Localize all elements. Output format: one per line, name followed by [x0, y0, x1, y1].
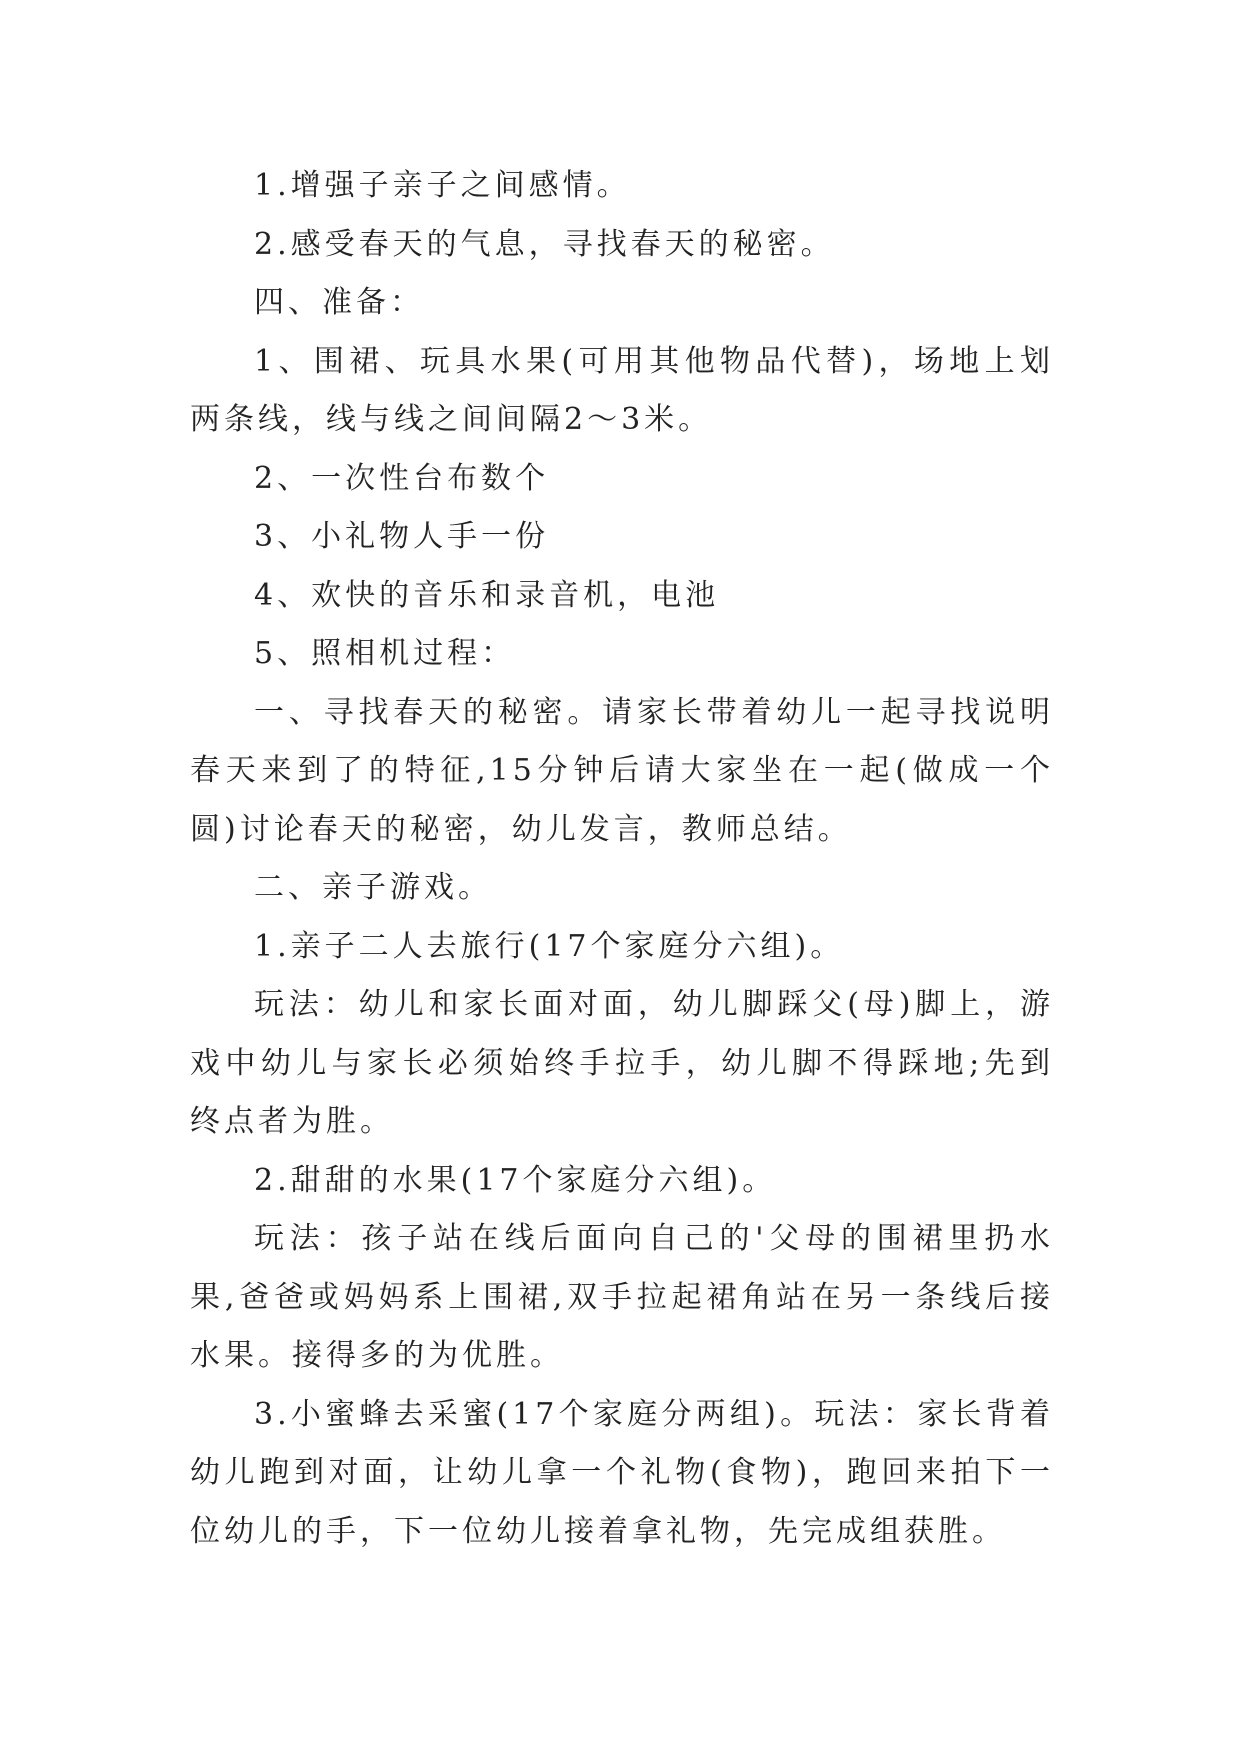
- section-heading-preparation: 四、准备：: [254, 285, 424, 320]
- paragraph-prep-2: 2、一次性台布数个: [254, 460, 550, 496]
- paragraph-prep-5: 5、照相机过程：: [254, 636, 516, 671]
- paragraph-game-1-title: 1.亲子二人去旅行(17个家庭分六组)。: [254, 928, 845, 964]
- paragraph-process-1: 一、寻找春天的秘密。请家长带着幼儿一起寻找说明春天来到了的特征,15分钟后请大家坐在一起(做成一个圆)讨论春天的秘密，幼儿发言，教师总结。: [190, 694, 1054, 847]
- paragraph-goal-2: 2.感受春天的气息，寻找春天的秘密。: [254, 226, 835, 262]
- paragraph-game-3: 3.小蜜蜂去采蜜(17个家庭分两组)。玩法：家长背着幼儿跑到对面，让幼儿拿一个礼物(食物)，跑回来拍下一位幼儿的手，下一位幼儿接着拿礼物，先完成组获胜。: [190, 1396, 1054, 1549]
- paragraph-game-2-rules: 玩法：孩子站在线后面向自己的'父母的围裙里扔水果,爸爸或妈妈系上围裙,双手拉起裙角站在另一条线后接水果。接得多的为优胜。: [190, 1221, 1054, 1373]
- paragraph-prep-4: 4、欢快的音乐和录音机，电池: [254, 577, 720, 613]
- document-body: [190, 157, 1054, 1561]
- paragraph-game-1-rules: 玩法：幼儿和家长面对面，幼儿脚踩父(母)脚上，游戏中幼儿与家长必须始终手拉手，幼儿脚不得踩地;先到终点者为胜。: [190, 987, 1054, 1139]
- paragraph-goal-1: 1.增强子亲子之间感情。: [254, 168, 631, 203]
- paragraph-prep-1: 1、围裙、玩具水果(可用其他物品代替)，场地上划两条线，线与线之间间隔2～3米。: [190, 343, 1054, 437]
- paragraph-prep-3: 3、小礼物人手一份: [254, 519, 550, 554]
- paragraph-game-2-title: 2.甜甜的水果(17个家庭分六组)。: [254, 1162, 777, 1198]
- section-heading-games: 二、亲子游戏。: [254, 870, 492, 905]
